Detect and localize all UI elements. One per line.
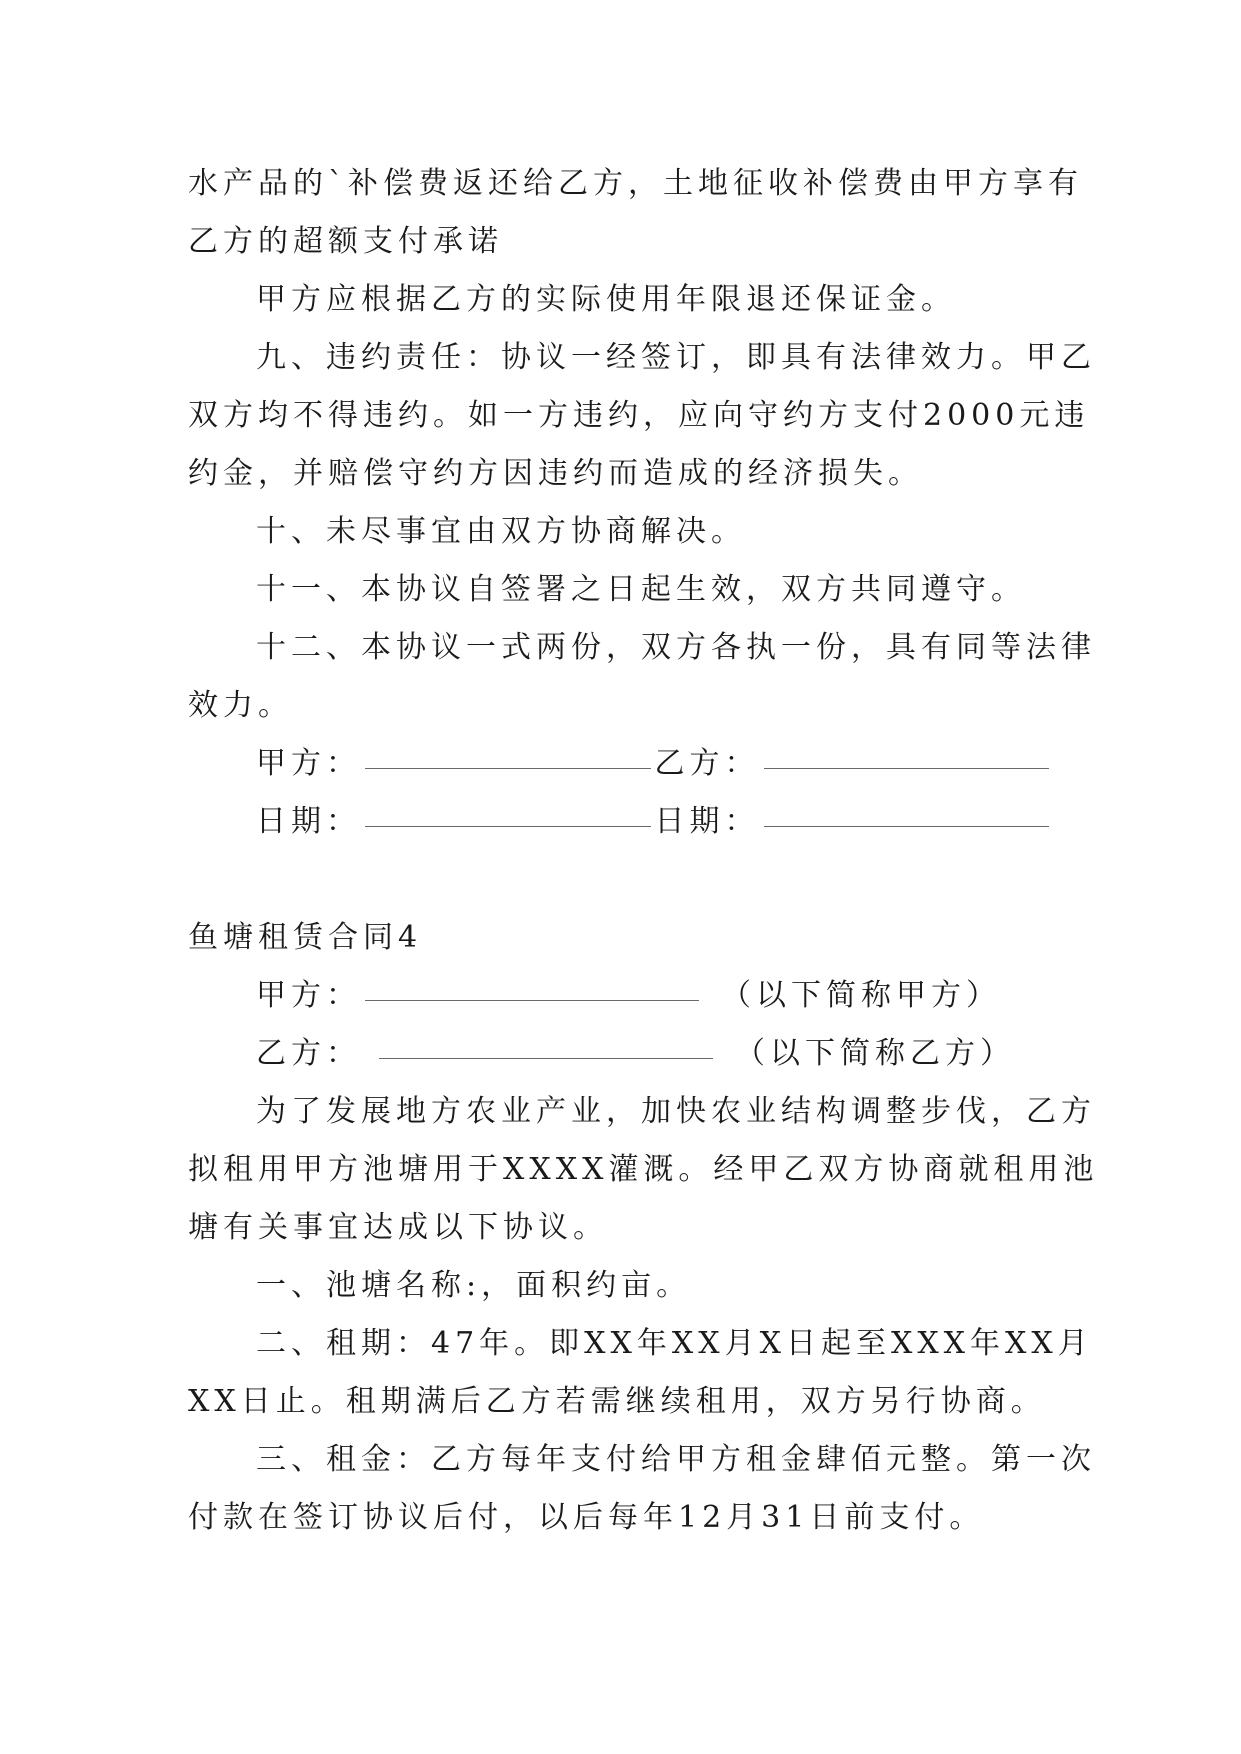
preamble-line: 为了发展地方农业产业，加快农业结构调整步伐，乙方 (256, 1094, 1096, 1129)
contract4-clause-3-line: 付款在签订协议后付，以后每年12月31日前支付。 (188, 1500, 985, 1535)
section-title: 鱼塘租赁合同4 (188, 920, 423, 955)
contract4-clause-2-line: 二、租期：47年。即XX年XX月X日起至XXX年XX月 (256, 1326, 1093, 1361)
clause-12-line: 效力。 (188, 688, 293, 723)
party-b-row (188, 1025, 1053, 1083)
contract4-clause-3-line: 三、租金：乙方每年支付给甲方租金肆佰元整。第一次 (256, 1442, 1096, 1477)
date-a-label: 日期： (256, 804, 361, 839)
clause-9-line: 双方均不得违约。如一方违约，应向守约方支付2000元违 (188, 398, 1090, 433)
party-b-signature-label: 乙方： (654, 746, 760, 781)
party-b-name-field[interactable] (379, 1022, 713, 1059)
clause-9-line: 九、违约责任：协议一经签订，即具有法律效力。甲乙 (256, 340, 1096, 375)
paragraph-line: 水产品的`补偿费返还给乙方，土地征收补偿费由甲方享有 (188, 166, 1083, 201)
party-a-label: 甲方： (256, 978, 361, 1013)
clause-9-line: 约金，并赔偿守约方因违约而造成的经济损失。 (188, 456, 923, 491)
party-a-name-field[interactable] (365, 964, 699, 1001)
preamble-line: 塘有关事宜达成以下协议。 (188, 1210, 608, 1245)
clause-11: 十一、本协议自签署之日起生效，双方共同遵守。 (256, 572, 1026, 607)
signature-row-dates (188, 793, 1053, 851)
date-b-field[interactable] (764, 790, 1050, 827)
contract4-clause-2-line: XX日止。租期满后乙方若需继续租用，双方另行协商。 (188, 1384, 1046, 1419)
clause-10: 十、未尽事宜由双方协商解决。 (256, 514, 746, 549)
party-b-signature-field[interactable] (764, 732, 1050, 769)
clause-12-line: 十二、本协议一式两份，双方各执一份，具有同等法律 (256, 630, 1096, 665)
deposit-refund-paragraph: 甲方应根据乙方的实际使用年限退还保证金。 (256, 282, 956, 317)
paragraph-line: 乙方的超额支付承诺 (188, 224, 503, 259)
date-a-field[interactable] (365, 790, 651, 827)
party-a-signature-field[interactable] (365, 732, 651, 769)
party-b-label: 乙方： (256, 1036, 361, 1071)
party-a-row (188, 967, 1053, 1025)
party-b-note: （以下简称乙方） (735, 1036, 1015, 1071)
party-a-signature-label: 甲方： (256, 746, 361, 781)
signature-row-parties (188, 735, 1053, 793)
contract4-clause-1: 一、池塘名称:，面积约亩。 (256, 1268, 692, 1303)
preamble-line: 拟租用甲方池塘用于XXXX灌溉。经甲乙双方协商就租用池 (188, 1152, 1099, 1187)
party-a-note: （以下简称甲方） (721, 978, 1001, 1013)
date-b-label: 日期： (654, 804, 760, 839)
document-page (188, 155, 1099, 1547)
